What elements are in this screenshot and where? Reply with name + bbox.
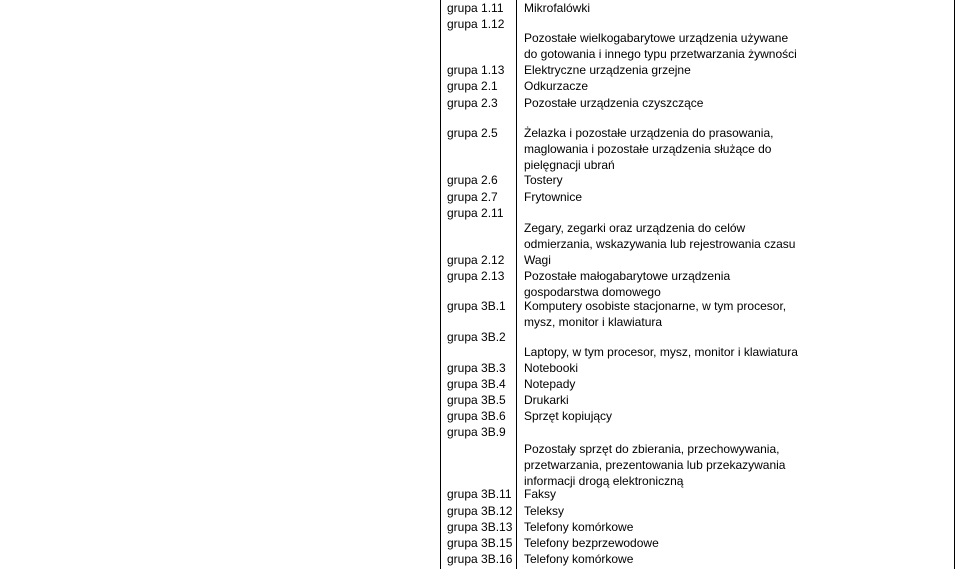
group-description: Notepady (524, 377, 576, 391)
group-description: Teleksy (524, 504, 565, 518)
group-code: grupa 3B.12 (447, 504, 513, 518)
group-description: Telefony komórkowe (524, 552, 634, 566)
group-code: grupa 1.12 (447, 17, 505, 31)
group-description: Sprzęt kopiujący (524, 409, 613, 423)
group-description: Komputery osobiste stacjonarne, w tym procesor, mysz, monitor i klawiatura (524, 299, 787, 329)
group-code: grupa 3B.4 (447, 377, 506, 391)
group-description: Zegary, zegarki oraz urządzenia do celów odmierzania, wskazywania lub rejestrowania czasu (524, 221, 796, 251)
group-code: grupa 2.6 (447, 173, 498, 187)
group-description: Drukarki (524, 393, 569, 407)
group-code: grupa 3B.16 (447, 552, 513, 566)
group-description: Żelazka i pozostałe urządzenia do prasowania, maglowania i pozostałe urządzenia służące do pielęgnacji ubrań (524, 126, 774, 172)
group-description: Faksy (524, 487, 557, 501)
group-description: Odkurzacze (524, 79, 589, 93)
group-description: Pozostałe małogabarytowe urządzenia gospodarstwa domowego (524, 269, 731, 299)
group-code: grupa 3B.6 (447, 409, 506, 423)
group-description: Telefony bezprzewodowe (524, 536, 659, 550)
group-description: Tostery (524, 173, 563, 187)
group-description: Telefony komórkowe (524, 520, 634, 534)
group-description: Pozostały sprzęt do zbierania, przechowywania, przetwarzania, prezentowania lub przekazywania informacji drogą elektroniczną (524, 442, 786, 488)
group-description: Pozostałe urządzenia czyszczące (524, 96, 704, 110)
group-description: Notebooki (524, 361, 579, 375)
group-description: Pozostałe wielkogabarytowe urządzenia używane do gotowania i innego typu przetwarzania żywności (524, 31, 797, 61)
group-description: Laptopy, w tym procesor, mysz, monitor i klawiatura (524, 345, 798, 359)
group-code: grupa 3B.11 (447, 487, 512, 501)
group-code: grupa 3B.5 (447, 393, 506, 407)
table-border-middle (516, 0, 517, 569)
group-code: grupa 2.5 (447, 126, 498, 140)
group-description: Elektryczne urządzenia grzejne (524, 63, 691, 77)
group-code: grupa 2.13 (447, 269, 505, 283)
group-code: grupa 3B.15 (447, 536, 513, 550)
group-code: grupa 3B.9 (447, 425, 506, 439)
group-code: grupa 1.13 (447, 63, 505, 77)
group-code: grupa 3B.3 (447, 361, 506, 375)
group-description: Wagi (524, 253, 551, 267)
group-code: grupa 2.3 (447, 96, 498, 110)
group-code: grupa 2.12 (447, 253, 505, 267)
group-description: Frytownice (524, 190, 583, 204)
group-code: grupa 2.1 (447, 79, 498, 93)
group-code: grupa 3B.2 (447, 330, 506, 344)
group-code: grupa 2.11 (447, 206, 504, 220)
group-code: grupa 1.11 (447, 1, 504, 15)
group-code: grupa 3B.1 (447, 299, 506, 313)
table-border-right (954, 0, 955, 569)
group-code: grupa 2.7 (447, 190, 498, 204)
group-code: grupa 3B.13 (447, 520, 513, 534)
group-description: Mikrofalówki (524, 1, 591, 15)
table-border-left (440, 0, 441, 569)
